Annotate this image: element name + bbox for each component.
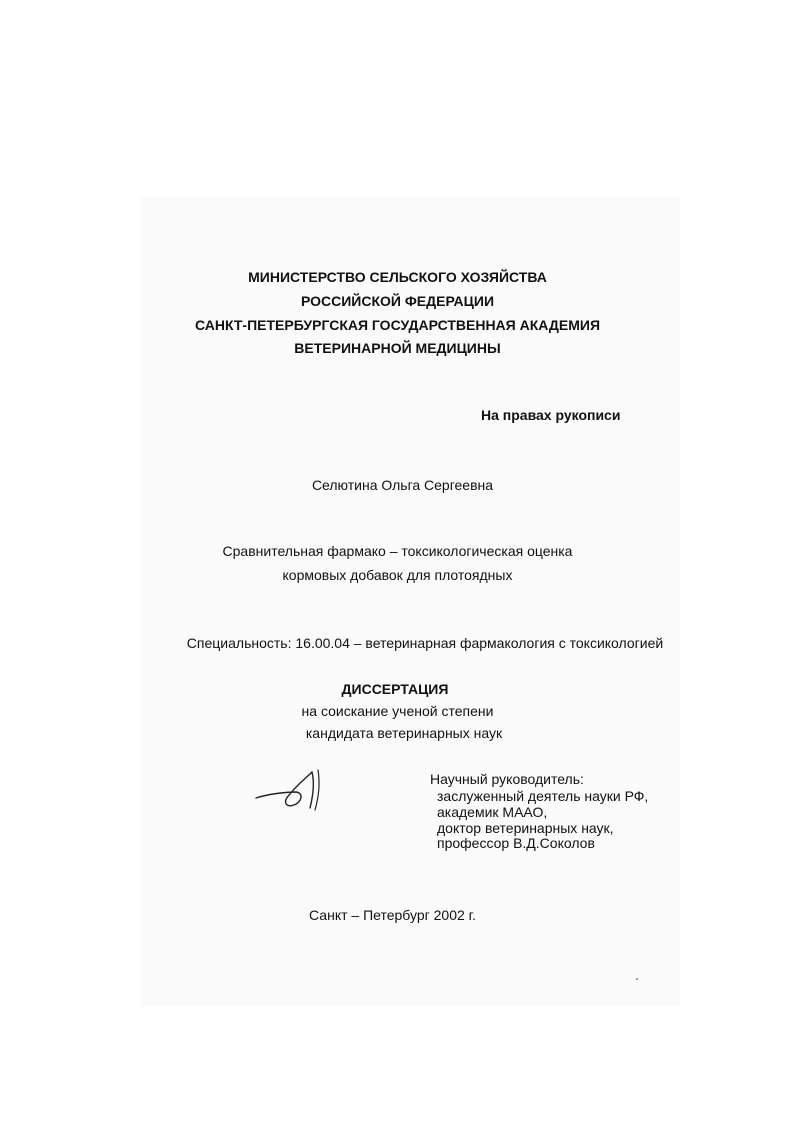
ministry-line-4: ВЕТЕРИНАРНОЙ МЕДИЦИНЫ — [294, 340, 501, 356]
ministry-line-1: МИНИСТЕРСТВО СЕЛЬСКОГО ХОЗЯЙСТВА — [248, 269, 547, 285]
thesis-title-line-1: Сравнительная фармако – токсикологическая оценка — [222, 543, 573, 559]
supervisor-heading: Научный руководитель: — [430, 771, 584, 787]
rights-note: На правах рукописи — [481, 407, 621, 423]
ministry-line-2: РОССИЙСКОЙ ФЕДЕРАЦИИ — [300, 293, 495, 309]
supervisor-title-3: доктор ветеринарных наук, — [437, 820, 614, 836]
degree-line-2: кандидата ветеринарных наук — [305, 725, 503, 741]
degree-line-1: на соискание ученой степени — [301, 703, 494, 719]
scan-speck — [636, 978, 638, 980]
supervisor-name: профессор В.Д.Соколов — [437, 835, 595, 851]
dissertation-label: ДИССЕРТАЦИЯ — [341, 681, 449, 697]
thesis-title-line-2: кормовых добавок для плотоядных — [282, 567, 513, 583]
supervisor-title-2: академик МААО, — [437, 804, 548, 820]
place-and-year: Санкт – Петербург 2002 г. — [309, 907, 476, 923]
specialty: Специальность: 16.00.04 – ветеринарная фармакология с токсикологией — [186, 635, 664, 651]
ministry-line-3: САНКТ-ПЕТЕРБУРГСКАЯ ГОСУДАРСТВЕННАЯ АКАДЕМИЯ — [194, 317, 600, 333]
author-name: Селютина Ольга Сергеевна — [311, 477, 494, 493]
supervisor-title-1: заслуженный деятель науки РФ, — [437, 788, 649, 804]
handwritten-signature — [252, 766, 332, 816]
